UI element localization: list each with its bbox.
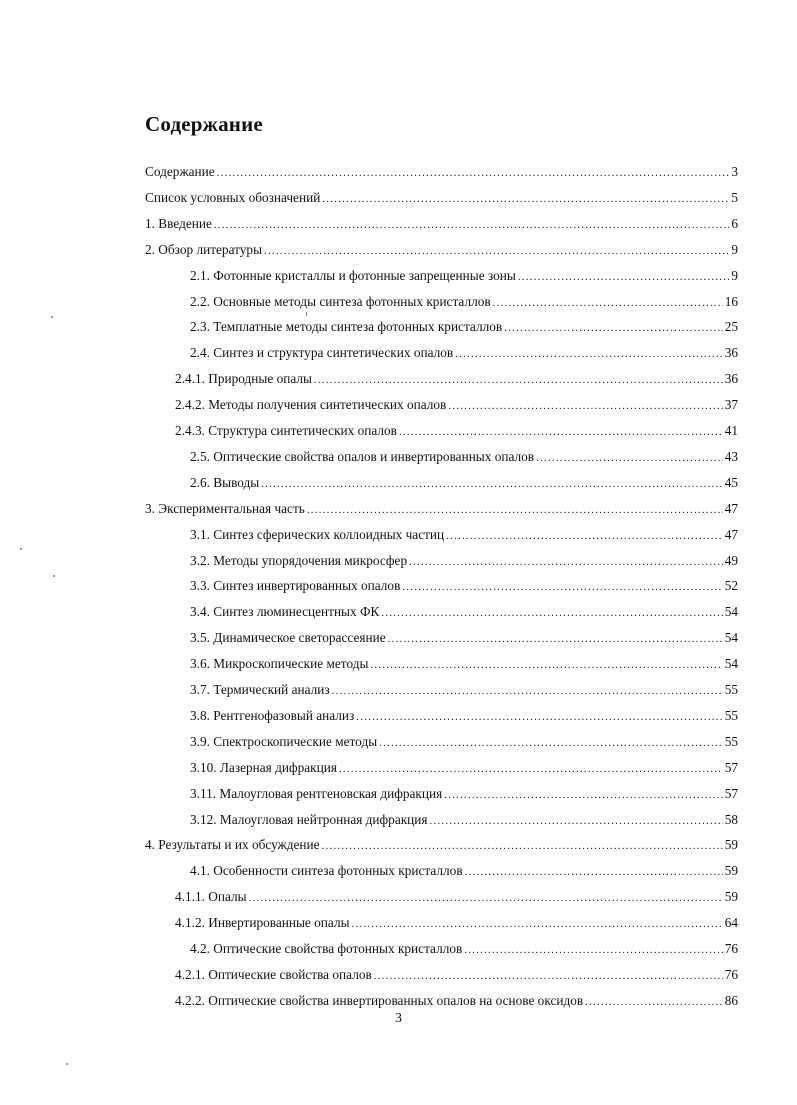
toc-entry[interactable] [175,913,738,933]
toc-entry[interactable] [190,473,738,493]
toc-entry-label: 2.4.3. Структура синтетических опалов [175,423,397,438]
toc-dot-leader [493,293,723,313]
toc-dot-leader [370,655,722,675]
toc-entry-label: 2.4. Синтез и структура синтетических опалов [190,345,454,361]
toc-entry-page: 36 [724,371,738,387]
toc-entry-page: 55 [724,682,738,697]
toc-dot-leader [444,785,723,805]
toc-entry-label: 3.6. Микроскопические методы [190,656,369,672]
toc-entry-page: 52 [724,578,738,594]
toc-entry[interactable] [175,395,738,415]
toc-entry-label: Содержание [145,164,215,179]
toc-entry-label: 3.7. Термический анализ [190,682,330,697]
toc-dot-leader [214,215,729,235]
toc-dot-leader [504,318,723,338]
toc-entry-label: 3.1. Синтез сферических коллоидных частиц [190,526,445,542]
toc-dot-leader [322,189,729,209]
toc-entry[interactable] [190,343,738,363]
toc-dot-leader [399,422,723,442]
toc-entry-label: 2. Обзор литературы [145,241,262,257]
toc-entry-label: 4.1. Особенности синтеза фотонных кристаллов [190,863,463,879]
toc-entry[interactable] [145,240,738,260]
toc-entry-page: 76 [724,966,738,982]
toc-entry[interactable] [175,887,738,907]
toc-entry[interactable] [145,188,738,208]
toc-entry[interactable] [190,810,738,830]
toc-dot-leader [518,267,730,287]
toc-entry-label: 4.2. Оптические свойства фотонных кристаллов [190,941,463,956]
toc-entry-page: 47 [724,500,738,516]
toc-entry-label: 3.3. Синтез инвертированных опалов [190,578,401,594]
toc-entry[interactable] [145,214,738,234]
toc-entry-label: 4. Результаты и их обсуждение [145,837,320,853]
scan-speck [66,1063,68,1065]
toc-entry-label: 4.2.2. Оптические свойства инвертированных опалов на основе оксидов [175,992,584,1008]
toc-entry[interactable] [190,628,738,648]
toc-entry-label: 2.3. Темплатные методы синтеза фотонных кристаллов [190,319,503,335]
toc-entry[interactable] [175,965,738,985]
toc-dot-leader [261,474,722,494]
scan-speck [53,575,55,577]
toc-entry[interactable] [190,758,738,778]
toc-entry[interactable] [175,421,738,441]
toc-entry-page: 9 [731,267,738,283]
toc-dot-leader [402,577,722,597]
toc-entry[interactable] [190,576,738,596]
toc-entry-label: Список условных обозначений [145,189,321,205]
toc-entry-page: 57 [724,759,738,775]
toc-entry-label: 3.12. Малоугловая нейтронная дифракция [190,811,428,827]
toc-entry-page: 54 [724,630,738,646]
toc-entry[interactable] [190,706,738,726]
toc-entry-page: 54 [724,604,738,620]
toc-entry-page: 5 [731,189,738,205]
toc-dot-leader [446,526,723,546]
toc-entry-label: 4.2.1. Оптические свойства опалов [175,966,372,982]
toc-entry-label: 3.2. Методы упорядочения микросфер [190,552,408,568]
toc-dot-leader [455,344,723,364]
toc-entry-page: 6 [731,215,738,231]
toc-entry-page: 76 [724,941,738,956]
toc-dot-leader [374,966,723,986]
toc-entry-label: 2.1. Фотонные кристаллы и фотонные запрещенные зоны [190,267,516,283]
toc-entry[interactable] [190,266,738,286]
toc-dot-leader [356,707,722,727]
toc-dot-leader [379,733,723,753]
toc-entry-page: 9 [731,241,738,257]
scan-speck [20,548,22,550]
toc-entry[interactable] [145,499,738,519]
toc-dot-leader [352,914,723,934]
toc-entry-page: 41 [724,423,738,438]
toc-entry[interactable] [190,447,738,467]
toc-dot-leader [332,681,723,701]
scan-speck [51,316,53,318]
toc-dot-leader [409,552,723,572]
toc-entry-label: 2.6. Выводы [190,474,260,490]
toc-dot-leader [307,500,723,520]
toc-entry-label: 3.5. Динамическое светорассеяние [190,630,386,646]
toc-dot-leader [217,163,730,183]
toc-entry[interactable] [190,292,738,312]
toc-entry-label: 3.9. Спектроскопические методы [190,733,378,749]
toc-entry-label: 3.11. Малоугловая рентгеновская дифракция [190,785,443,801]
toc-entry-label: 1. Введение [145,215,212,231]
toc-dot-leader [448,396,722,416]
toc-entry[interactable] [190,602,738,622]
toc-dot-leader [536,448,723,468]
toc-dot-leader [381,603,722,623]
toc-entry-page: 36 [724,345,738,361]
toc-entry-page: 55 [724,733,738,749]
toc-entry-page: 86 [724,992,738,1008]
toc-entry-page: 59 [724,863,738,879]
page-title: Содержание [145,112,263,136]
toc-entry[interactable] [145,835,738,855]
toc-entry-label: 2.2. Основные методы синтеза фотонных кристаллов [190,293,491,309]
toc-entry-page: 37 [724,397,738,413]
toc-entry-label: 3.4. Синтез люминесцентных ФК [190,604,380,620]
toc-dot-leader [264,241,729,261]
toc-dot-leader [322,836,723,856]
toc-entry[interactable] [190,317,738,337]
toc-entry[interactable] [190,732,738,752]
toc-entry-label: 4.1.1. Опалы [175,889,247,905]
toc-entry[interactable] [190,654,738,674]
toc-entry-page: 49 [724,552,738,568]
scan-speck [306,312,307,316]
toc-dot-leader [314,370,723,390]
toc-entry-page: 47 [724,526,738,542]
toc-entry[interactable] [190,680,738,700]
toc-entry-page: 59 [724,889,738,905]
toc-entry[interactable] [190,525,738,545]
toc-entry-page: 64 [724,915,738,931]
toc-entry-page: 25 [724,319,738,335]
toc-dot-leader [464,940,722,960]
toc-entry-page: 57 [724,785,738,801]
toc-entry-label: 2.4.2. Методы получения синтетических опалов [175,397,447,413]
toc-dot-leader [339,759,723,779]
toc-dot-leader [388,629,723,649]
toc-entry[interactable] [190,784,738,804]
toc-entry[interactable] [190,551,738,571]
toc-entry[interactable] [175,991,738,1011]
toc-entry-page: 55 [724,707,738,723]
toc-entry[interactable] [190,939,738,959]
toc-entry-label: 4.1.2. Инвертированные опалы [175,915,350,931]
toc-entry-page: 54 [724,656,738,672]
toc-entry[interactable] [145,162,738,182]
toc-dot-leader [585,992,723,1012]
toc-entry-label: 3.10. Лазерная дифракция [190,759,337,775]
toc-entry-page: 45 [724,474,738,490]
toc-entry-page: 3 [731,164,738,179]
toc-entry[interactable] [175,369,738,389]
toc-entry-page: 58 [724,811,738,827]
page-number: 3 [395,1011,402,1026]
toc-entry-label: 3.8. Рентгенофазовый анализ [190,707,355,723]
toc-entry-page: 43 [724,448,738,464]
toc-dot-leader [249,888,723,908]
toc-entry-page: 59 [724,837,738,853]
toc-dot-leader [430,811,723,831]
toc-entry-label: 2.4.1. Природные опалы [175,371,312,387]
toc-entry[interactable] [190,861,738,881]
toc-entry-page: 16 [724,293,738,309]
toc-dot-leader [465,862,723,882]
toc-entry-label: 2.5. Оптические свойства опалов и инвертированных опалов [190,448,535,464]
toc-entry-label: 3. Экспериментальная часть [145,500,305,516]
